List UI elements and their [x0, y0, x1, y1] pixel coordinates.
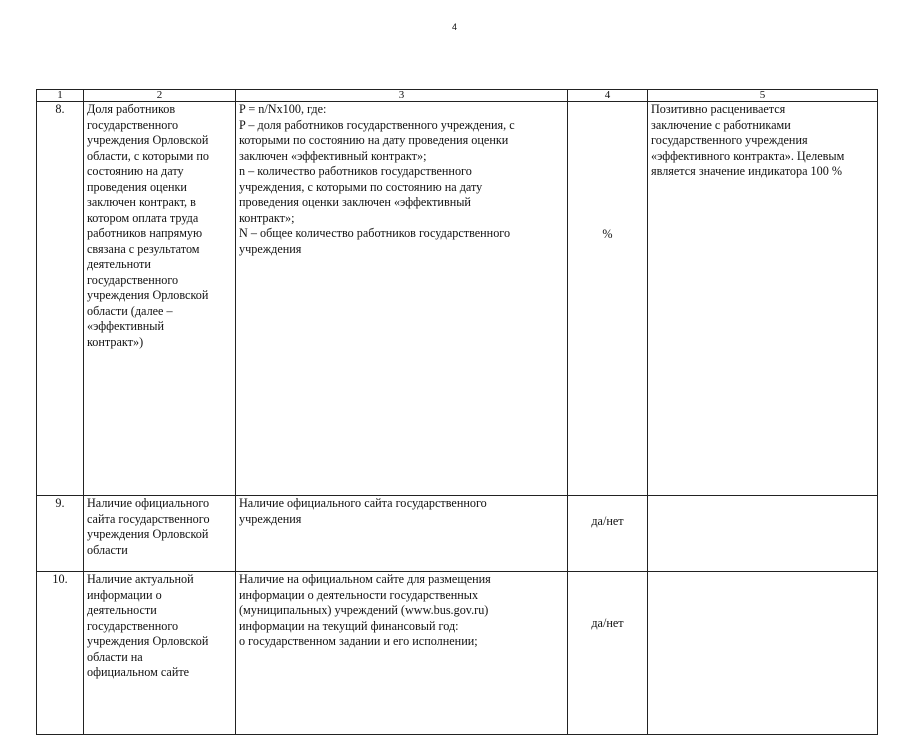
indicator-formula: Наличие официального сайта государственного учреждения [236, 496, 568, 572]
indicator-formula: Наличие на официальном сайте для размещения информации о деятельности государственных (муниципальных) учреждений (www.bus.gov.ru) информации на текущий финансовый год: о государственном задании и его исполнении; [236, 572, 568, 735]
header-cell: 5 [648, 90, 878, 102]
row-number: 10. [37, 572, 84, 735]
indicator-name: Наличие актуальной информации о деятельности государственного учреждения Орловской области на официальном сайте [84, 572, 236, 735]
header-cell: 1 [37, 90, 84, 102]
indicator-table [36, 89, 878, 735]
page-number: 4 [452, 22, 458, 32]
row-number: 8. [37, 102, 84, 496]
indicator-unit: да/нет [568, 496, 648, 572]
indicator-note [648, 496, 878, 572]
indicator-formula: P = n/Nx100, где: P – доля работников государственного учреждения, с которыми по состоянию на дату проведения оценки заключен «эффективный контракт»; n – количество работников государственного учреждения, с которыми по состоянию на дату проведения оценки заключен «эффективный контракт»; N – общее количество работников государственного учреждения [236, 102, 568, 496]
indicator-note [648, 572, 878, 735]
indicator-unit: % [568, 102, 648, 496]
table-row [37, 572, 878, 735]
indicator-name: Наличие официального сайта государственного учреждения Орловской области [84, 496, 236, 572]
header-cell: 4 [568, 90, 648, 102]
table-row [37, 102, 878, 496]
indicator-unit: да/нет [568, 572, 648, 735]
indicator-name: Доля работников государственного учреждения Орловской области, с которыми по состоянию на дату проведения оценки заключен контракт, в котором оплата труда работников напрямую связана с результатом деятельноти государственного учреждения Орловской области (далее – «эффективный контракт») [84, 102, 236, 496]
indicator-note: Позитивно расценивается заключение с работниками государственного учреждения «эффективного контракта». Целевым является значение индикатора 100 % [648, 102, 878, 496]
header-cell: 2 [84, 90, 236, 102]
table-row [37, 496, 878, 572]
header-cell: 3 [236, 90, 568, 102]
table-header-row [37, 90, 878, 102]
row-number: 9. [37, 496, 84, 572]
